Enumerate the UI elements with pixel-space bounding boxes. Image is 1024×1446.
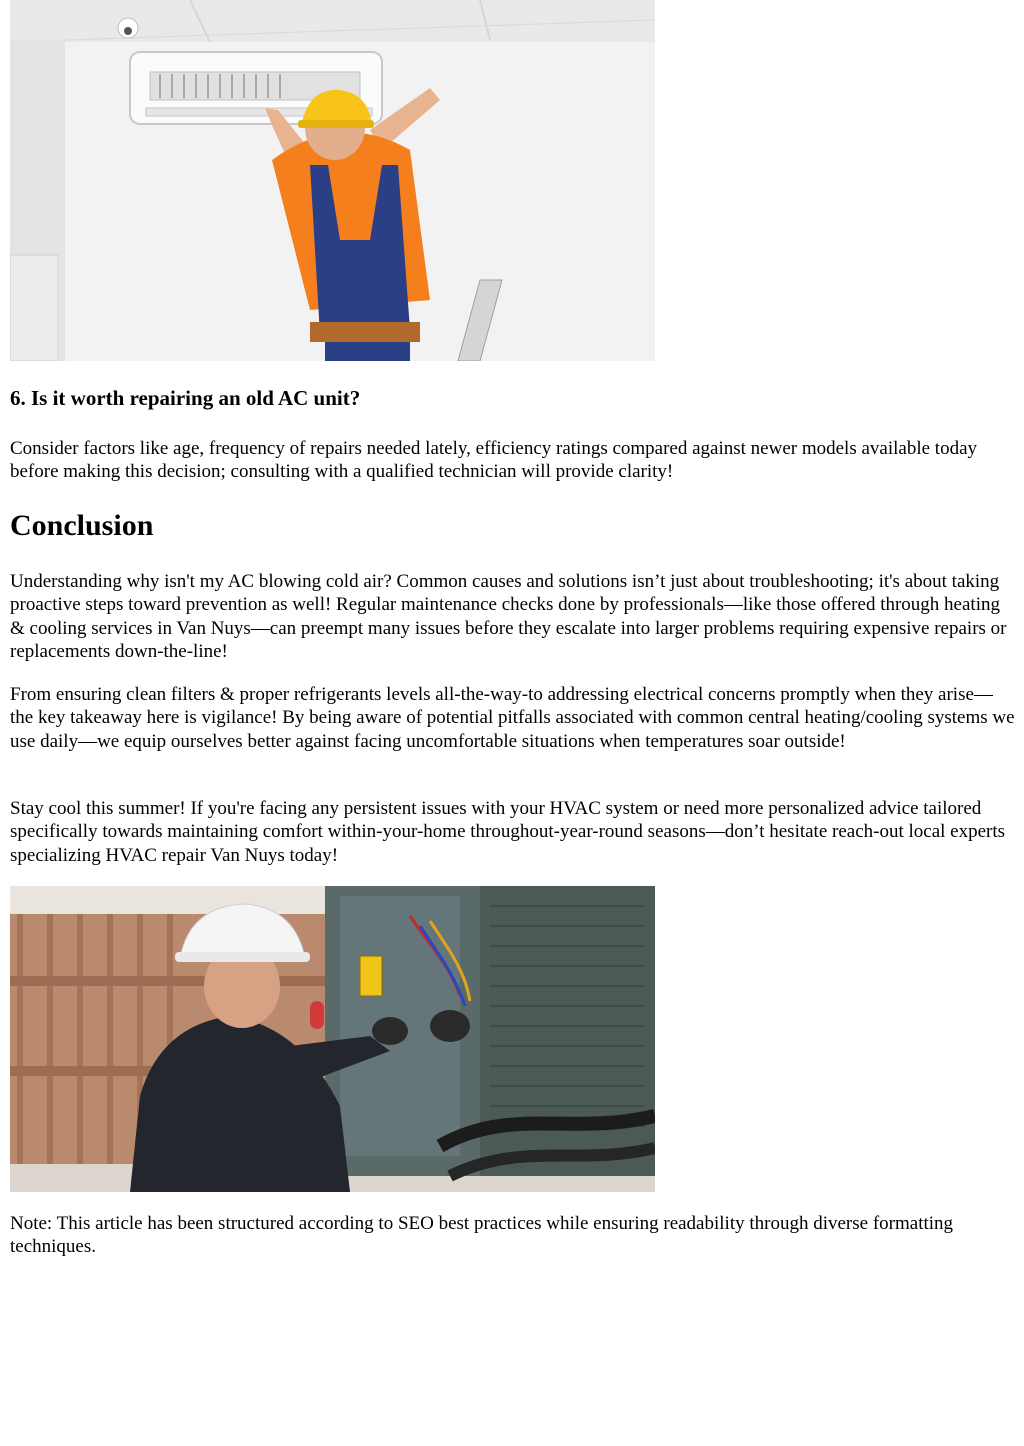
conclusion-paragraph-3: Stay cool this summer! If you're facing any persistent issues with your HVAC system or need more personalized advice tailored specifically towards maintaining comfort within-your-home throughout-year-round seasons—don’t hesitate reach-out local experts specializing HVAC repair Van Nuys today! (10, 798, 1006, 866)
conclusion-heading: Conclusion (10, 509, 154, 542)
article-note: Note: This article has been structured according to SEO best practices while ensuring readability through diverse formatting techniques. (10, 1213, 954, 1258)
hvac-repair-photo (10, 886, 655, 1192)
faq-answer-6: Consider factors like age, frequency of repairs needed lately, efficiency ratings compared against newer models available today before making this decision; consulting with a qualified technician will provide clarity! (10, 438, 978, 483)
faq-question-6-heading: 6. Is it worth repairing an old AC unit? (10, 386, 361, 410)
ac-repair-photo (10, 0, 655, 361)
conclusion-paragraph-1: Understanding why isn't my AC blowing cold air? Common causes and solutions isn’t just about troubleshooting; it's about taking proactive steps toward prevention as well! Regular maintenance checks done by professionals—like those offered through heating & cooling services in Van Nuys—can preempt many issues before they escalate into larger problems requiring expensive repairs or replacements down-the-line! (10, 571, 1007, 662)
conclusion-paragraph-2: From ensuring clean filters & proper refrigerants levels all-the-way-to addressing electrical concerns promptly when they arise—the key takeaway here is vigilance! By being aware of potential pitfalls associated with common central heating/cooling systems we use daily—we equip ourselves better against facing uncomfortable situations when temperatures soar outside! (10, 684, 1015, 752)
